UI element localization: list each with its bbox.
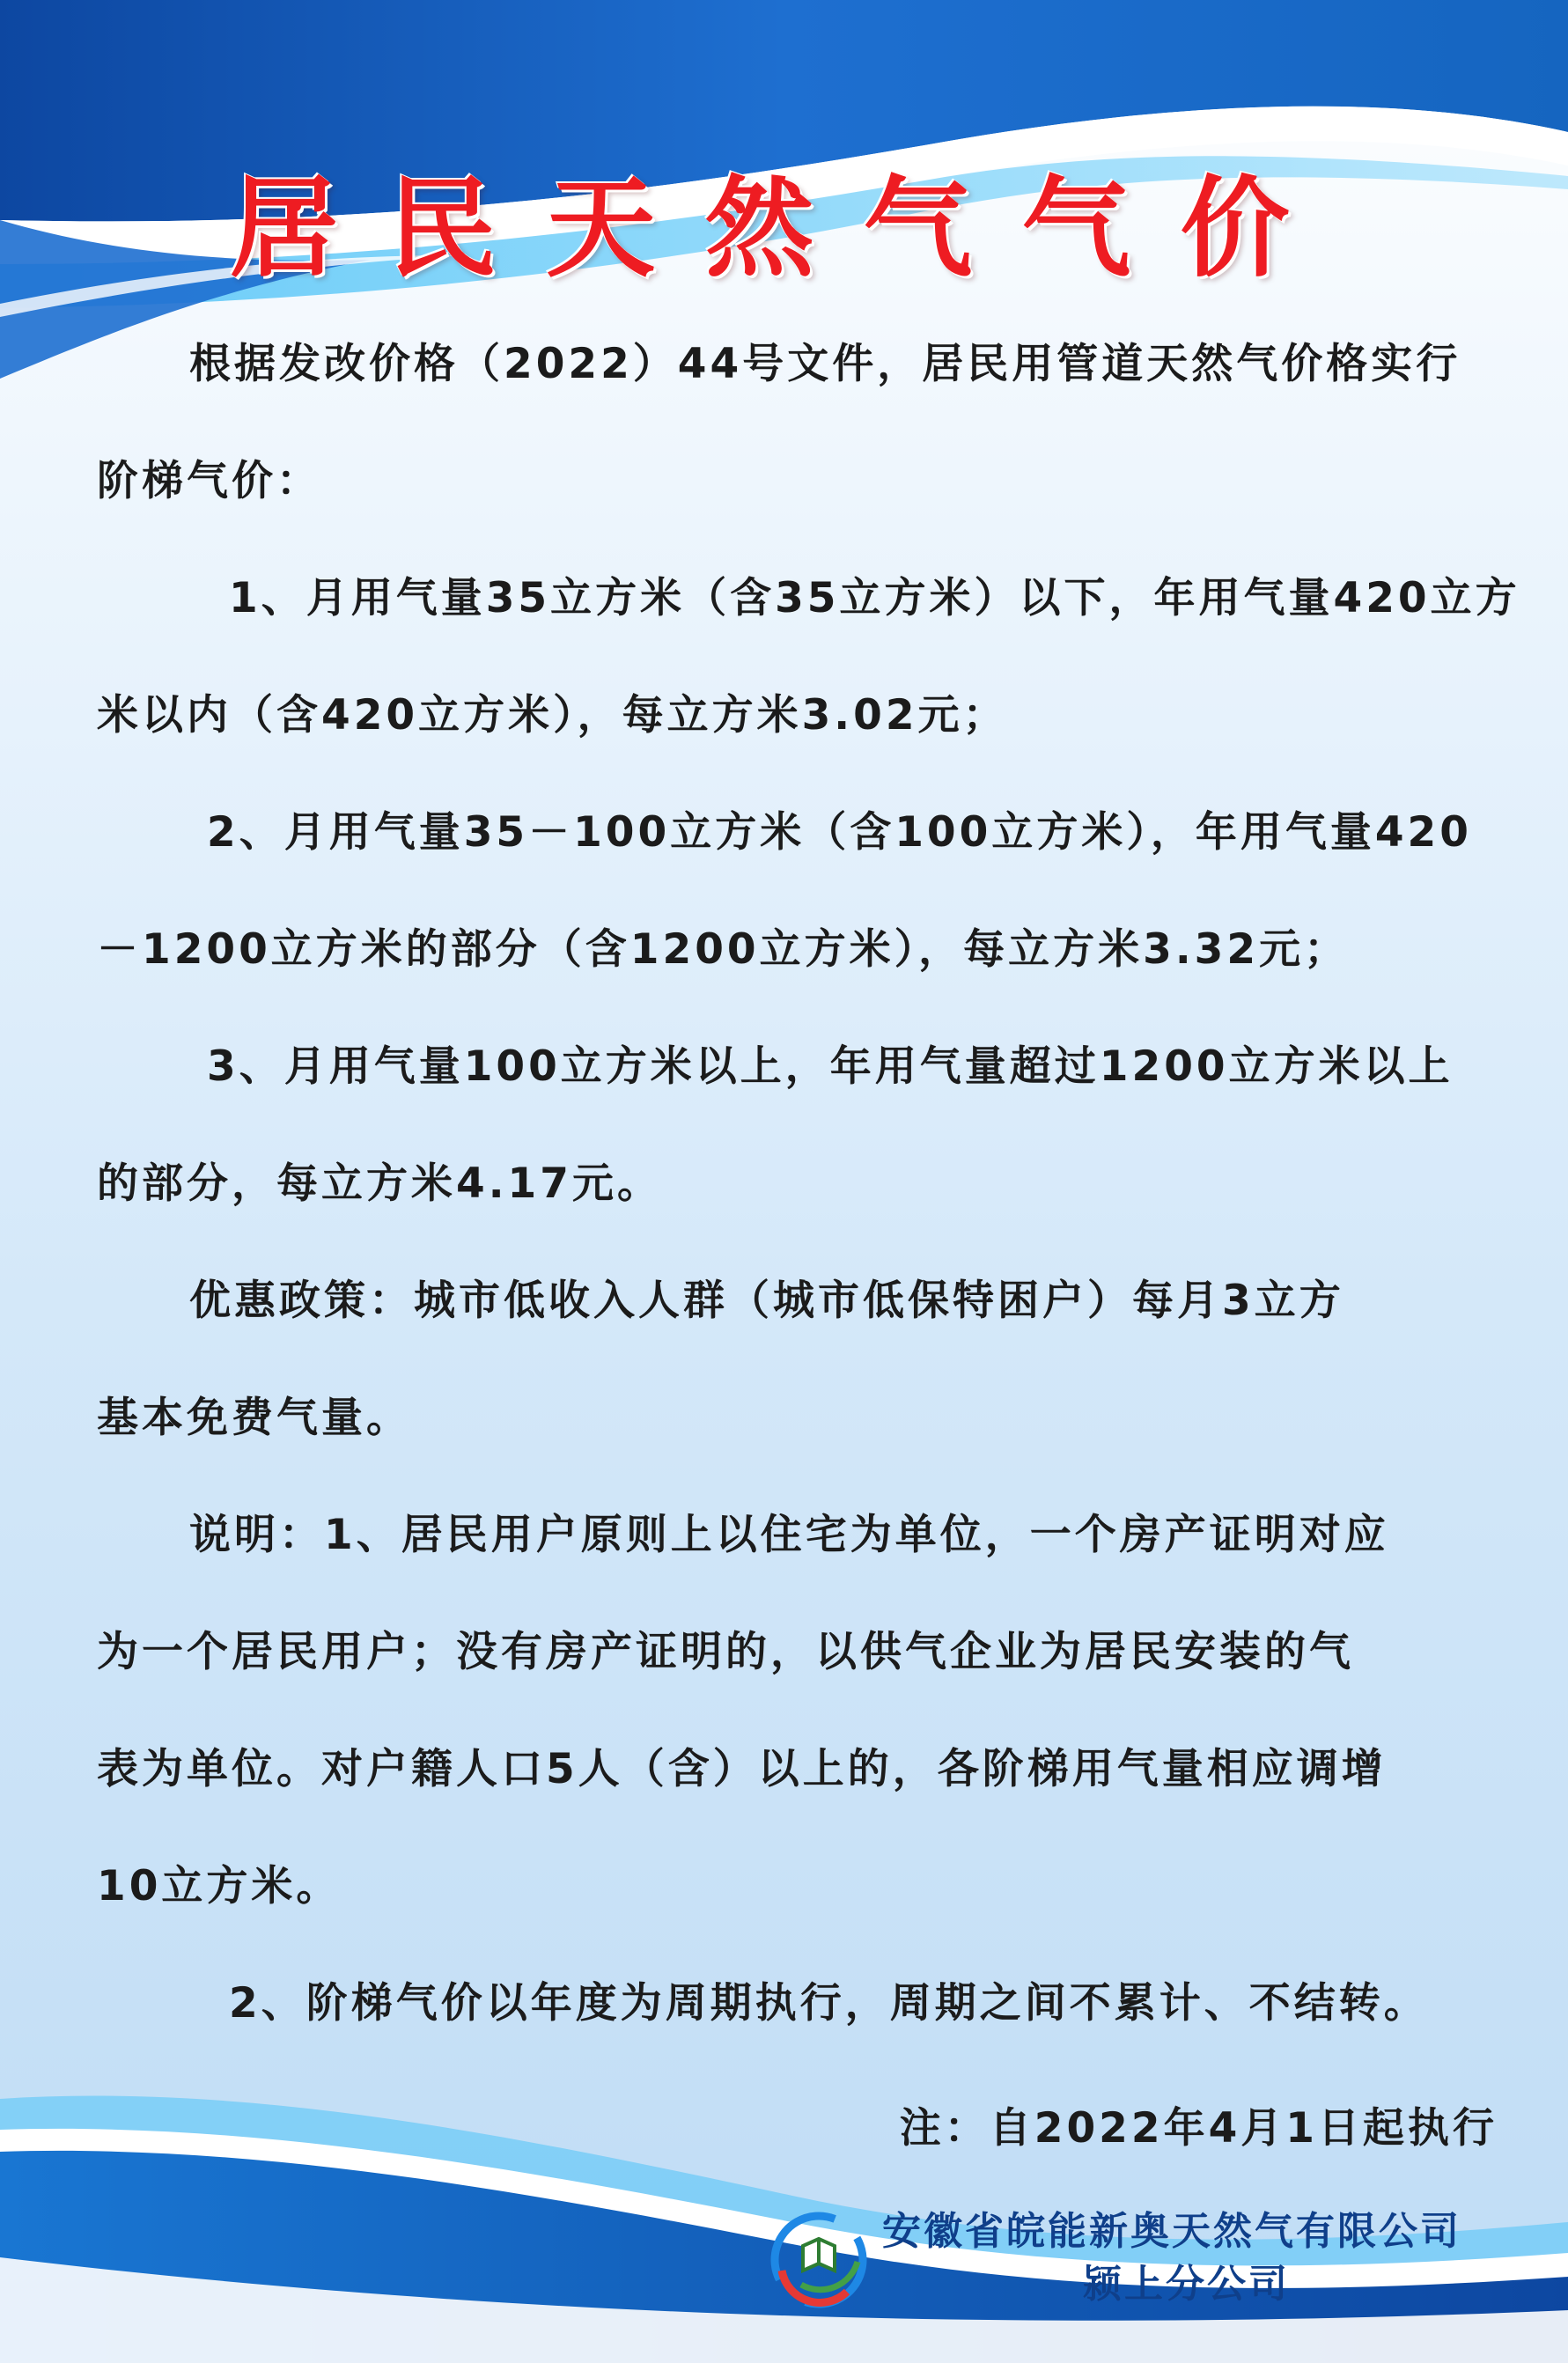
company-signature xyxy=(766,2205,1523,2320)
text-line: 2、月用气量35－100立方米（含100立方米），年用气量420 xyxy=(207,808,1472,857)
poster-title: 居民天然气气价 xyxy=(229,166,1339,292)
text-line: 表为单位。对户籍人口5人（含）以上的，各阶梯用气量相应调增 xyxy=(97,1745,1387,1793)
text-line: 1、月用气量35立方米（含35立方米）以下，年用气量420立方 xyxy=(229,574,1520,622)
text-line: 2、阶梯气价以年度为周期执行，周期之间不累计、不结转。 xyxy=(229,1979,1429,2028)
company-name: 安徽省皖能新奥天然气有限公司 xyxy=(882,2209,1461,2254)
effective-date-note: 注：自2022年4月1日起执行 xyxy=(899,2104,1498,2153)
text-line: －1200立方米的部分（含1200立方米），每立方米3.32元； xyxy=(97,925,1350,974)
text-line: 为一个居民用户；没有房产证明的，以供气企业为居民安装的气 xyxy=(97,1628,1354,1676)
company-logo-icon xyxy=(766,2207,872,2313)
text-line: 10立方米。 xyxy=(97,1862,342,1910)
text-line: 米以内（含420立方米），每立方米3.02元； xyxy=(97,691,1008,740)
text-line: 说明：1、居民用户原则上以住宅为单位，一个房产证明对应 xyxy=(189,1511,1389,1559)
company-branch: 颍上分公司 xyxy=(1083,2262,1290,2307)
text-line: 的部分，每立方米4.17元。 xyxy=(97,1159,662,1208)
notice-body xyxy=(97,335,1523,2091)
text-line: 根据发改价格（2022）44号文件，居民用管道天然气价格实行 xyxy=(189,340,1461,388)
text-line: 优惠政策：城市低收入人群（城市低保特困户）每月3立方 xyxy=(189,1277,1344,1325)
text-line: 阶梯气价： xyxy=(97,457,321,505)
text-line: 基本免费气量。 xyxy=(97,1394,411,1442)
text-line: 3、月用气量100立方米以上，年用气量超过1200立方米以上 xyxy=(207,1042,1454,1091)
